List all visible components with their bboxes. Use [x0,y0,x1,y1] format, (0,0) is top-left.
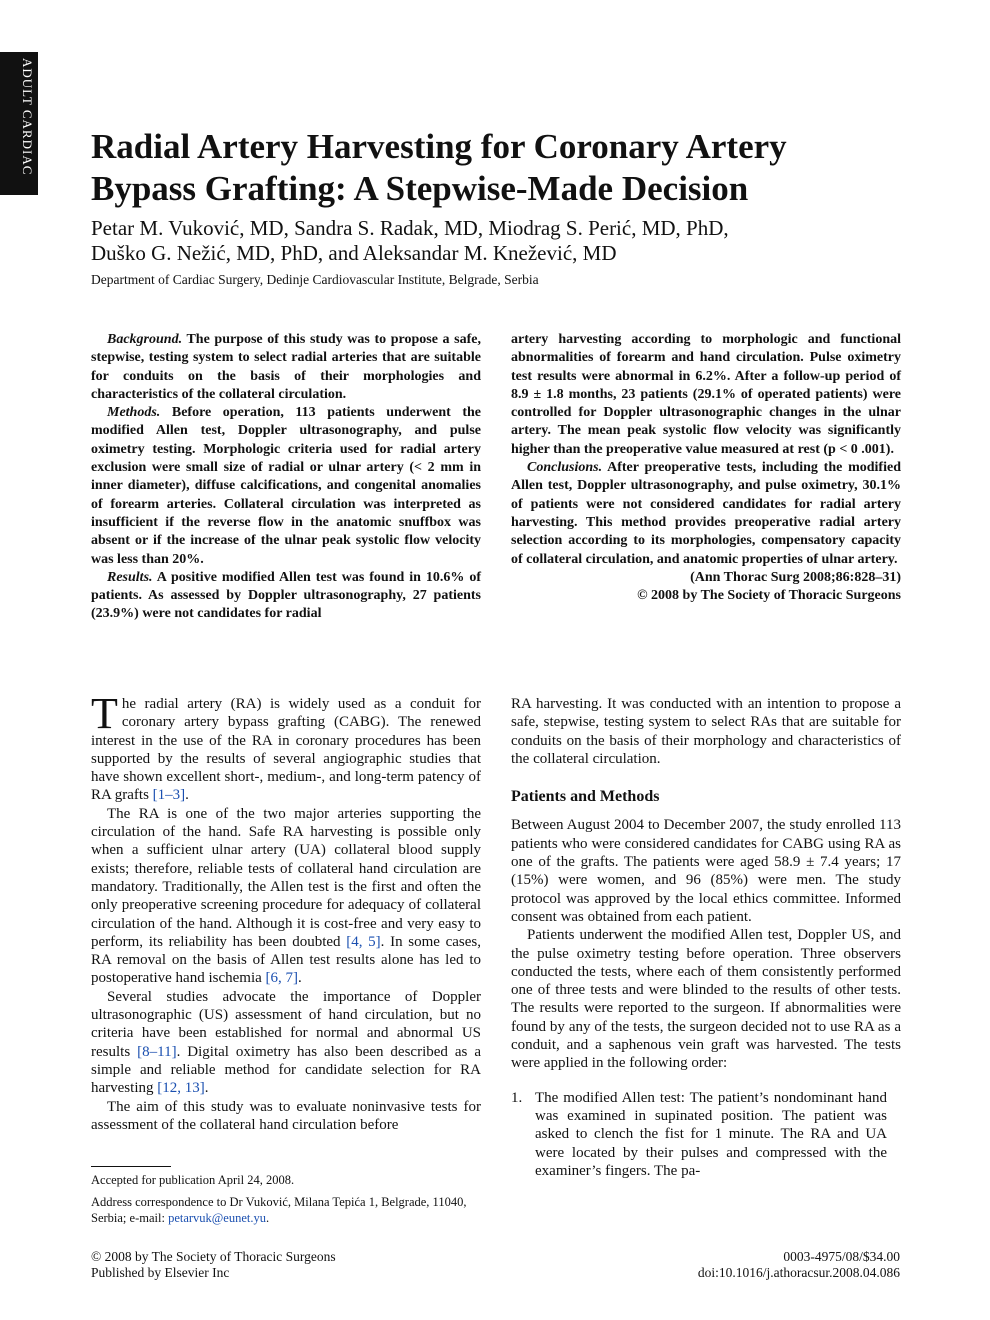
conclusions-text: After preoperative tests, including the modified Allen test, Doppler ultrasonography, and pulse oximetry, 30.1% of patients were not considered candidates for radial artery harvesting. This method provides preoperative radial artery selection according to its morphologies, compensatory capacity of collateral circulation, and anatomic properties of ulnar artery. [511,460,901,567]
section-heading: Patients and Methods [511,788,660,806]
conclusions-label: Conclusions. [527,460,603,476]
author-list [91,216,911,266]
abstract-right-column [511,331,901,605]
intro-paragraph-1: The radial artery (RA) is widely used as a conduit for coronary artery bypass grafting (CABG). The renewed interest in the use of the RA in coronary procedures has been supported by the results of several angiographic studies that have shown excellent short-, medium-, and long-term patency of RA grafts [1–3]. [91,689,481,804]
list-text: The modified Allen test: The patient’s nondominant hand was examined in supinated position. The patient was asked to clench the fist for 1 minute. The RA and UA were located by their pulses and compressed with the examiner’s fingers. The pa- [535,1089,887,1179]
citation-link[interactable]: [12, 13] [157,1080,205,1097]
background-label: Background. [107,332,183,347]
issn-line: 0003-4975/08/$34.00 [783,1249,900,1264]
citation-link[interactable]: [8–11] [137,1043,177,1060]
abstract-methods [91,404,481,569]
intro-paragraph-5: RA harvesting. It was conducted with an intention to propose a safe, stepwise, testing system to select RAs that are suitable for conduits on the basis of their morphology and characteristics of the collateral circulation. [511,696,901,767]
drop-cap: T [91,689,118,738]
article-title: Radial Artery Harvesting for Coronary Artery Bypass Grafting: A Stepwise-Made Decision [91,127,787,208]
methods-paragraph-1: Between August 2004 to December 2007, the study enrolled 113 patients who were considered candidates for CABG using RA as one of the grafts. The patients were aged 58.9 ± 7.4 years; 17 (15%) were women, and 96 (85%) were men. The study protocol was approved by the local ethics committee. Informed consent was obtained from each patient. [511,817,901,925]
abstract-background [91,331,481,404]
abstract-left-column [91,331,481,624]
intro-paragraph-4: The aim of this study was to evaluate noninvasive tests for assessment of the collateral hand circulation before [91,1098,481,1133]
citation-link[interactable]: [1–3] [152,787,186,804]
intro-paragraph-2: The RA is one of the two major arteries supporting the circulation of the hand. Safe RA harvesting is possible only when a sufficient ulnar artery (UA) collateral blood supply exists; therefore, reliable tests of collateral hand circulation are mandatory. Traditionally, the Allen test is the first and often the only preoperative screening procedure for adequacy of collateral circulation of the hand. Although it is cost-free and very easy to perform, its reliability has been doubted [4, 5]. In some cases, RA removal on the basis of Allen test results alone has led to postoperative hand ischemia [6, 7]. [91,805,482,987]
footnote-accepted: Accepted for publication April 24, 2008. [91,1173,295,1187]
methods-paragraph-2: Patients underwent the modified Allen test, Doppler US, and the pulse oximetry testing before operation. Three observers conducted the tests, where each of them consistently performed one of three tests and were blinded to the results of other tests. The results were reported to the surgeon. If abnormalities were found by any of the tests, the surgeon decided not to use RA as a conduit, and a saphenous vein graft was harvested. The tests were applied in the following order: [511,927,901,1072]
list-number: 1. [511,1089,523,1106]
abstract-results-cont: artery harvesting according to morphologic and functional abnormalities of forearm and hand circulation. Pulse oximetry test results were abnormal in 6.2%. After a follow-up period of 8.9 ± 1.8 months, 23 patients (29.1% of operated patients) were controlled for Doppler ultrasonographic changes in the ulnar artery. The mean peak systolic flow velocity was significantly higher than the preoperative value measured at rest (p < 0 .001). [511,332,901,457]
footnote-address: Address correspondence to Dr Vuković, Milana Tepića 1, Belgrade, 11040, Serbia; e-mail: petarvuk@eunet.yu. [91,1195,467,1225]
body-left-column [91,689,482,1134]
email-link[interactable]: petarvuk@eunet.yu [168,1211,266,1225]
abstract-conclusions [511,459,901,569]
copyright-line: © 2008 by The Society of Thoracic Surgeons [91,1249,336,1264]
publisher-info [91,1249,336,1281]
publisher-line: Published by Elsevier Inc [91,1265,230,1280]
authors-line-2: Duško G. Nežić, MD, PhD, and Aleksandar M. Knežević, MD [91,241,617,265]
methods-label: Methods. [107,405,161,421]
citation-link[interactable]: [6, 7] [265,970,299,987]
section-tab-label: ADULT CARDIAC [20,58,35,176]
results-text-a: A positive modified Allen test was found in 10.6% of patients. As assessed by Doppler ultrasonography, 27 patients (23.9%) were not candidates for radial [91,569,482,622]
abstract-results [91,569,481,624]
background-text: The purpose of this study was to propose a safe, stepwise, testing system to select radial arteries that are suitable for conduits on the basis of their morphologies and characteristics of the collateral circulation. [91,332,481,402]
abstract-copyright: © 2008 by The Society of Thoracic Surgeons [637,588,901,604]
citation-link[interactable]: [4, 5] [346,933,381,950]
article-identifiers [698,1249,900,1281]
list-item [511,1089,901,1180]
results-label: Results. [107,569,153,585]
methods-text: Before operation, 113 patients underwent the modified Allen test, Doppler ultrasonography, and pulse oximetry testing. Morphologic criteria used for radial artery exclusion were small size of radial or ulnar artery (< 2 mm in inner diameter), diffuse calcifications, and congenital anomalies of forearm arteries. Collateral circulation was interpreted as insufficient if the reverse flow in the anatomic snuffbox was absent or if the increase of the ulnar peak systolic flow velocity was less than 20%. [91,405,481,567]
doi-line: doi:10.1016/j.athoracsur.2008.04.086 [697,1265,900,1280]
authors-line-1: Petar M. Vuković, MD, Sandra S. Radak, MD, Miodrag S. Perić, MD, PhD, [91,216,729,240]
section-tab [0,52,38,195]
footnote-divider [91,1166,171,1167]
intro-paragraph-3: Several studies advocate the importance of Doppler ultrasonographic (US) assessment of hand circulation, but no criteria have been established for normal and abnormal US results [8–11]. Digital oximetry has also been described as a simple and reliable method for candidate selection for RA harvesting [12, 13]. [91,988,481,1097]
affiliation: Department of Cardiac Surgery, Dedinje Cardiovascular Institute, Belgrade, Serbia [91,272,539,287]
journal-citation: (Ann Thorac Surg 2008;86:828–31) [690,569,901,585]
body-right-column [511,695,901,1180]
